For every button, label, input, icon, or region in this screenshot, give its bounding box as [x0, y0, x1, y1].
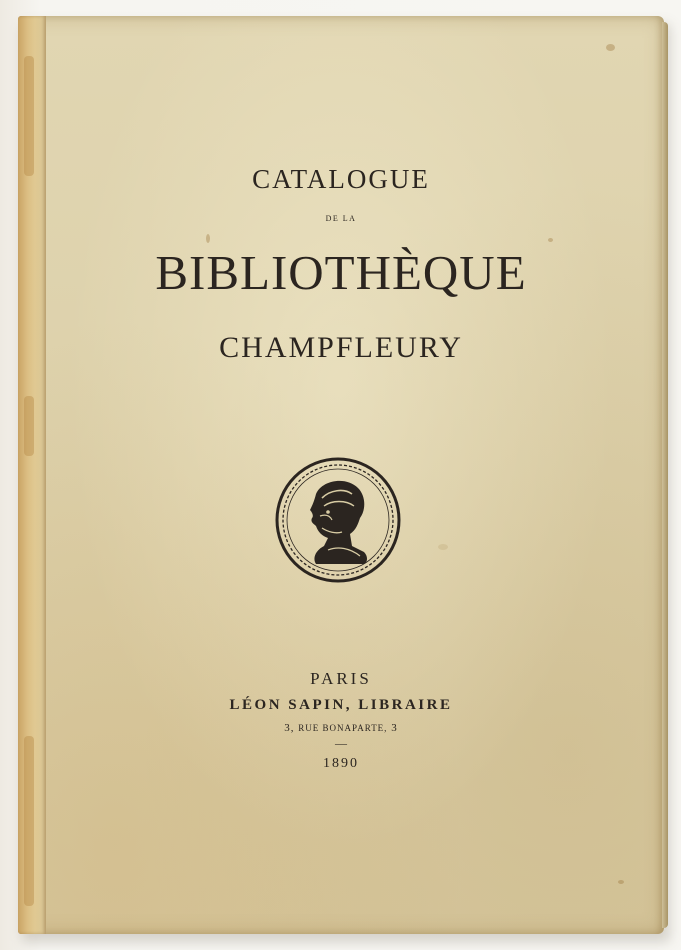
foxing-spot [618, 880, 624, 884]
address-number: 3 [391, 722, 398, 734]
foxing-spot [548, 238, 553, 242]
foxing-spot [206, 234, 210, 243]
book-cover [18, 16, 664, 934]
title-champfleury: CHAMPFLEURY [219, 331, 463, 364]
book-spine [18, 16, 46, 934]
foxing-spot [606, 44, 615, 51]
portrait-medallion-icon [272, 454, 404, 586]
address-street: RUE BONAPARTE, [298, 723, 388, 733]
foxing-spot [438, 544, 448, 550]
address-number: 3, [284, 722, 295, 734]
imprint-publisher: LÉON SAPIN, LIBRAIRE [229, 697, 453, 713]
title-de-la: DE LA [325, 214, 357, 223]
page-edge [662, 22, 668, 928]
title-catalogue: CATALOGUE [252, 164, 430, 194]
spine-wear [24, 56, 34, 176]
imprint-place: PARIS [310, 669, 372, 688]
imprint-separator: — [335, 736, 347, 750]
title-bibliotheque: BIBLIOTHÈQUE [155, 245, 527, 300]
imprint-year: 1890 [323, 756, 359, 771]
spine-wear [24, 396, 34, 456]
imprint-address [18, 722, 664, 734]
